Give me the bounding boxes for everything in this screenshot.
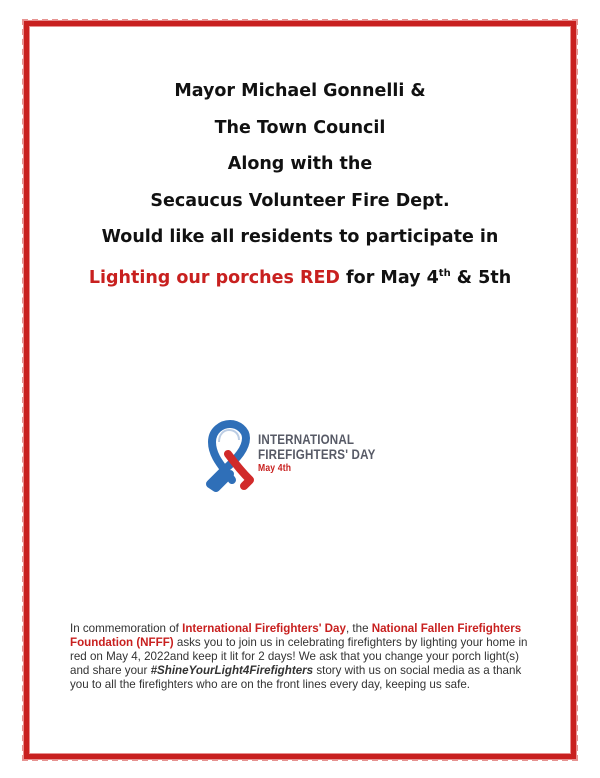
body-text-3: asks you to join us in celebrating firefighters by lighting your home in red on May 4, 2022and keep it lit for 2 days! We ask that you change your porch light(s) and share your [70, 636, 528, 677]
headline-date-text: for May 4 [339, 267, 439, 288]
logo-wordmark [258, 432, 376, 475]
headline-line-2: The Town Council [214, 117, 386, 138]
body-text-2: , the [345, 622, 372, 635]
headline-line-3: Along with the [227, 154, 373, 174]
body-text-1: In commemoration of [70, 622, 183, 635]
body-text-4: story with us on social media as a thank you to all the firefighters who are on the front lines every day, keeping us safe. [70, 664, 522, 691]
logo-date: May 4th [258, 463, 292, 474]
awareness-ribbon-icon [202, 418, 258, 498]
headline-line-1: Mayor Michael Gonnelli & [174, 81, 426, 101]
commemoration-paragraph [70, 622, 540, 692]
body-highlight-nfff: National Fallen Firefighters Foundation (NFFF) [70, 622, 522, 649]
announcement-headline [0, 73, 600, 292]
international-firefighters-day-logo [202, 418, 402, 498]
headline-line-6 [0, 256, 600, 293]
headline-line-5: Would like all residents to participate in [101, 227, 499, 247]
body-highlight-ifd: International Firefighters' Day [182, 622, 346, 635]
body-hashtag: #ShineYourLight4Firefighters [150, 664, 314, 677]
logo-title-line-2: FIREFIGHTERS' DAY [258, 447, 376, 462]
headline-red-phrase: Lighting our porches RED [88, 267, 340, 288]
headline-line-4: Secaucus Volunteer Fire Dept. [150, 190, 450, 211]
headline-date-suffix: th [438, 267, 451, 279]
logo-title-line-1: INTERNATIONAL [258, 432, 355, 447]
headline-date-text-2: & 5th [450, 267, 512, 288]
